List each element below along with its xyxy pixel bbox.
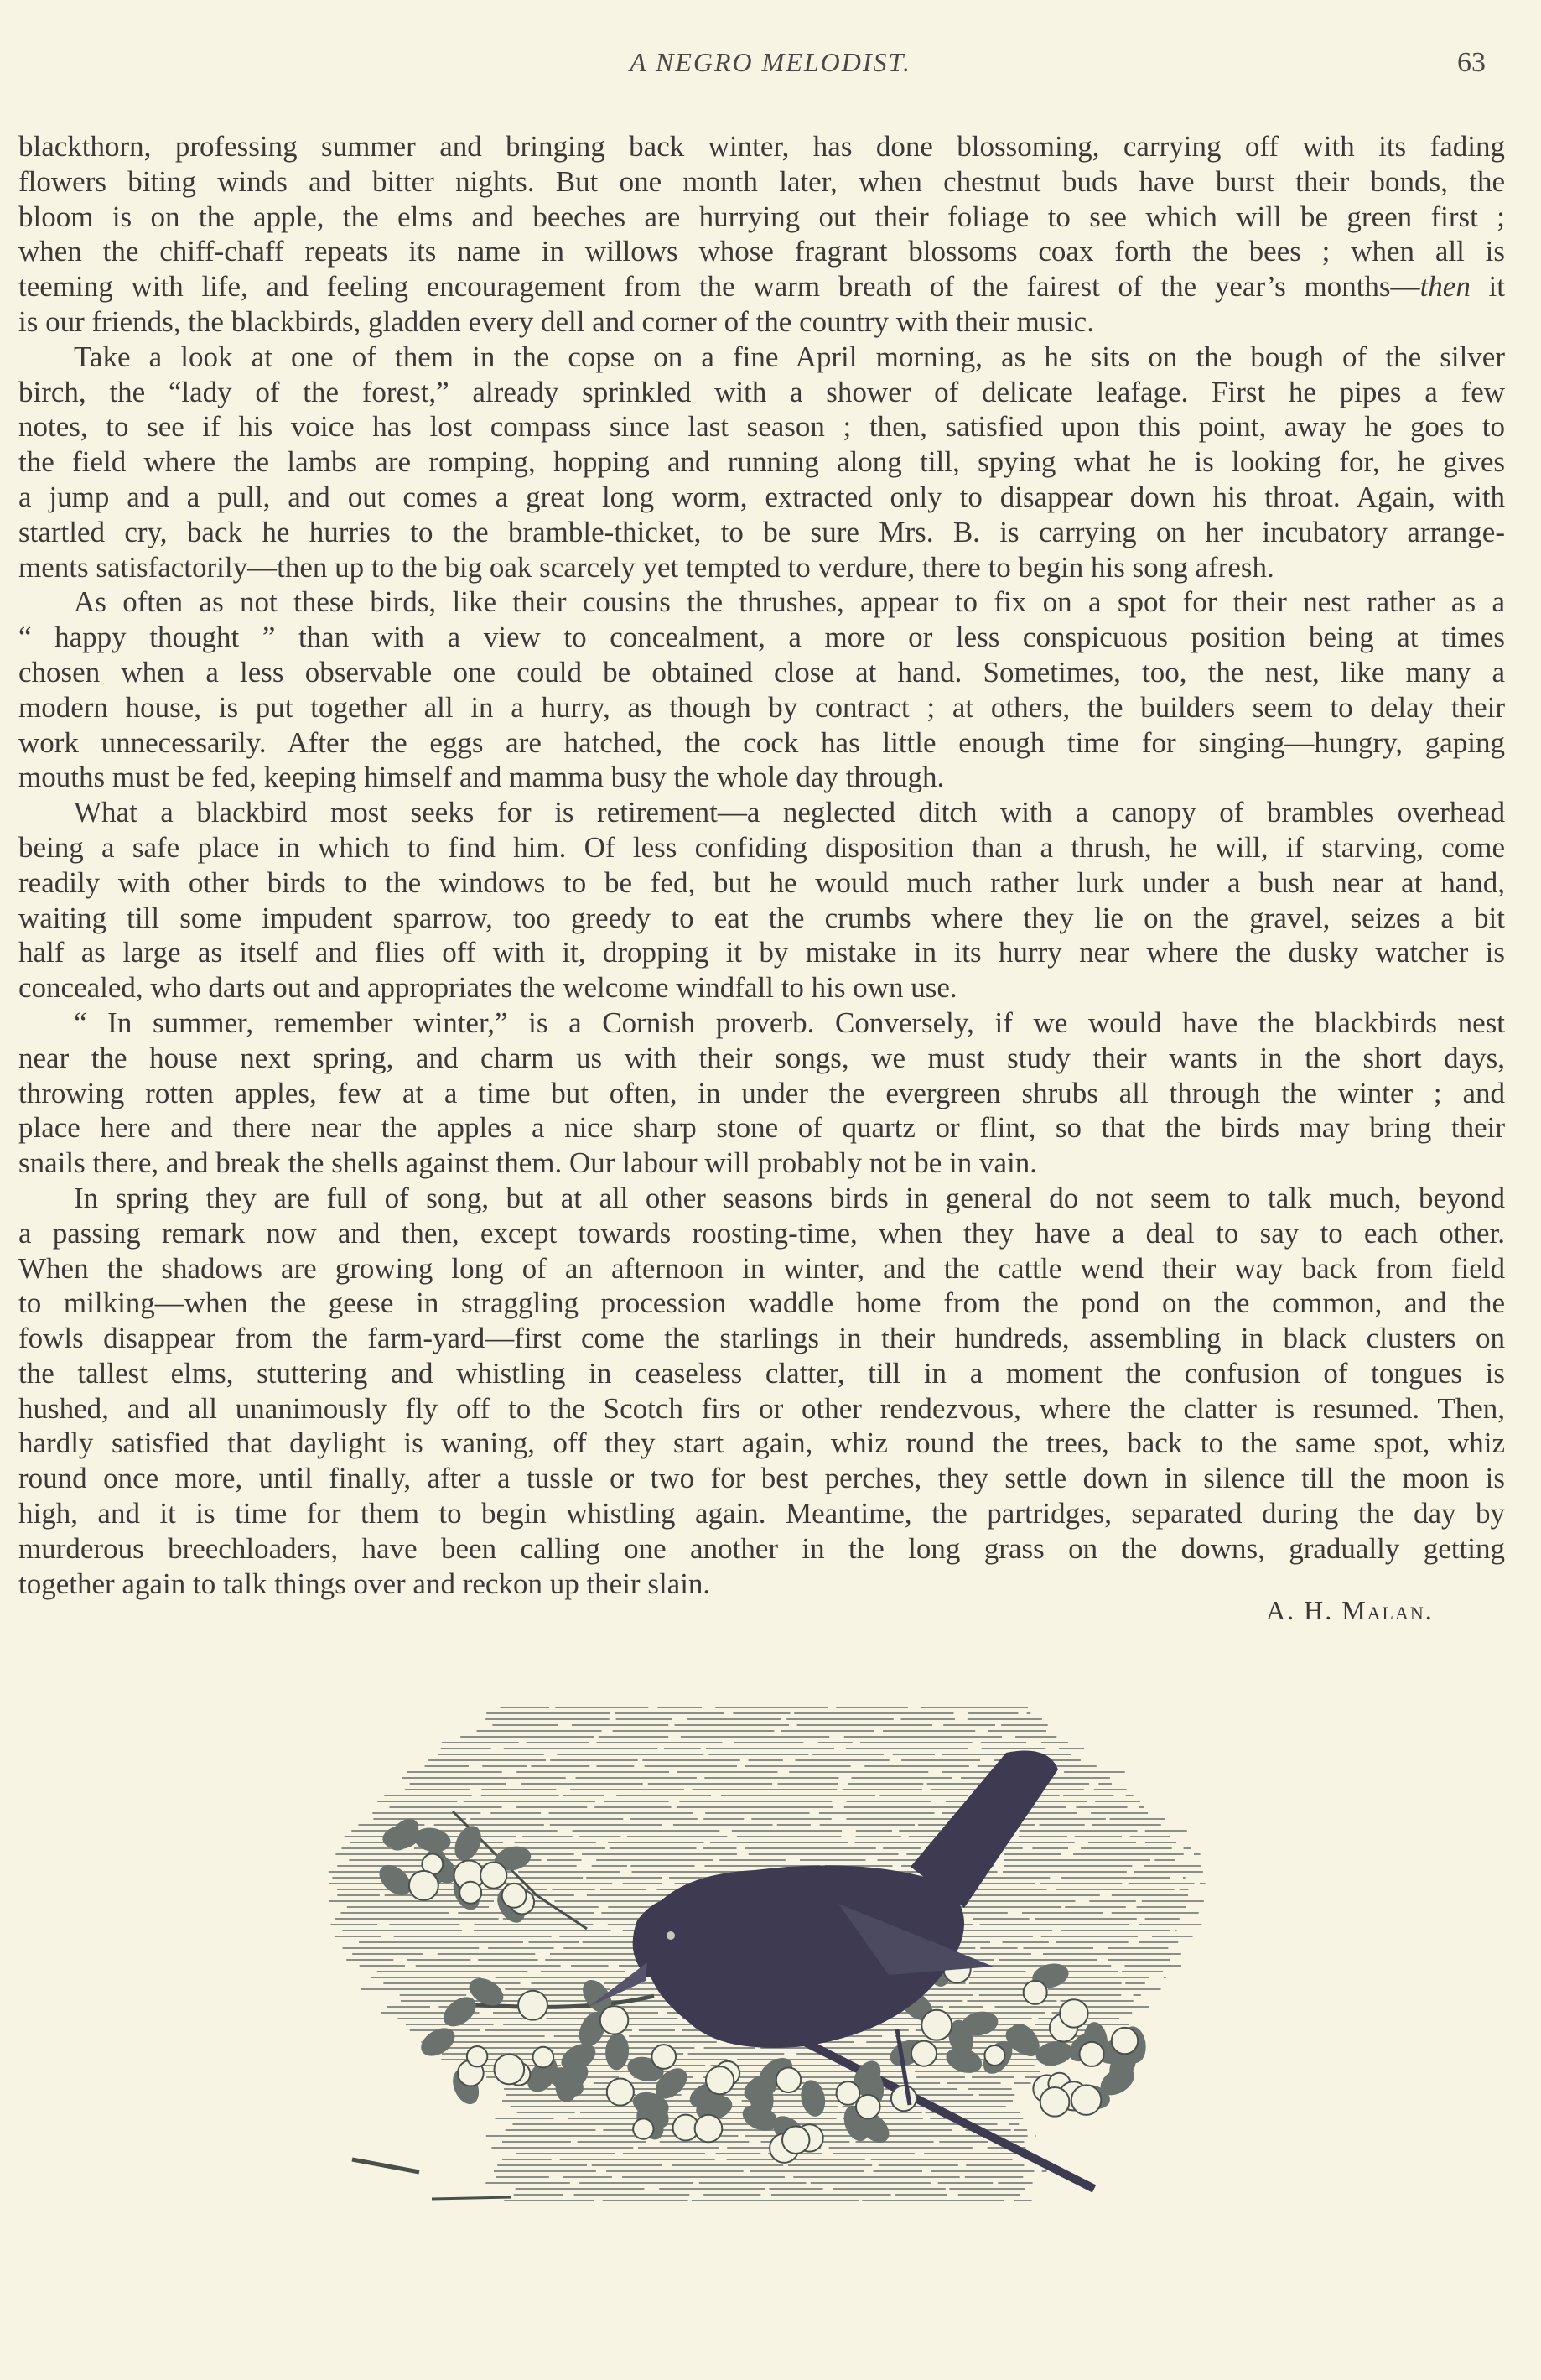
blossom bbox=[607, 2079, 634, 2106]
text-line: startled cry, back he hurries to the bramble-thicket, to be sure Mrs. B. is carrying on her incubatory arrange- bbox=[18, 515, 1505, 548]
blossom bbox=[1071, 2085, 1102, 2115]
blossom bbox=[494, 2055, 524, 2085]
author-initials: A. H. bbox=[1266, 1595, 1334, 1625]
text-line: fowls disappear from the farm-yard—first come the starlings in their hundreds, assembling in black clusters on bbox=[18, 1322, 1505, 1355]
blossom bbox=[633, 2118, 653, 2138]
text-line bbox=[18, 269, 1505, 304]
blossom bbox=[1024, 1981, 1047, 2004]
blossom bbox=[518, 1991, 547, 2020]
blossom bbox=[856, 2095, 880, 2119]
italic-emphasis: then bbox=[1419, 270, 1471, 304]
blossom bbox=[695, 2115, 723, 2143]
blossom bbox=[480, 1862, 506, 1888]
blossom bbox=[467, 2046, 487, 2066]
blossom bbox=[651, 2045, 676, 2069]
blossom bbox=[409, 1871, 438, 1900]
text-segment: teeming with life, and feeling encouragement from the warm breath of the fairest of the year’s months— bbox=[18, 270, 1420, 304]
text-line: As often as not these birds, like their cousins the thrushes, appear to fix on a spot for their nest rather as a bbox=[74, 585, 1505, 619]
text-line: readily with other birds to the windows to be fed, but he would much rather lurk under a bush near at hand, bbox=[18, 865, 1505, 899]
text-line: a passing remark now and then, except towards roosting-time, when they have a deal to say to each other. bbox=[18, 1216, 1505, 1250]
blossom bbox=[1080, 2042, 1104, 2066]
text-line: notes, to see if his voice has lost compass since last season ; then, satisfied upon this point, away he goes to bbox=[18, 410, 1505, 444]
text-line: bloom is on the apple, the elms and beeches are hurrying out their foliage to see which will be green first ; bbox=[18, 200, 1505, 233]
text-line: together again to talk things over and reckon up their slain. bbox=[18, 1567, 711, 1600]
text-line: ments satisfactorily—then up to the big oak scarcely yet tempted to verdure, there to begin his song afresh. bbox=[18, 550, 1274, 584]
blossom bbox=[1112, 2028, 1138, 2054]
text-line: modern house, is put together all in a hurry, as though by contract ; at others, the builders seem to delay their bbox=[18, 690, 1505, 724]
text-line: half as large as itself and flies off with it, dropping it by mistake in its hurry near where the dusky watcher is bbox=[18, 936, 1505, 969]
text-line: Take a look at one of them in the copse on a fine April morning, as he sits on the bough of the silver bbox=[74, 340, 1505, 373]
text-line: high, and it is time for them to begin whistling again. Meantime, the partridges, separated during the day by bbox=[18, 1497, 1505, 1530]
text-line: What a blackbird most seeks for is retirement—a neglected ditch with a canopy of brambles overhead bbox=[74, 796, 1505, 829]
text-line: round once more, until finally, after a tussle or two for best perches, they settle down in silence till the moon is bbox=[18, 1462, 1505, 1495]
text-line: waiting till some impudent sparrow, too greedy to eat the crumbs where they lie on the gravel, seizes a bit bbox=[18, 901, 1505, 934]
leaf bbox=[1034, 2039, 1075, 2069]
leaf bbox=[449, 1821, 486, 1865]
text-line: flowers biting winds and bitter nights. But one month later, when chestnut buds have burst their bonds, the bbox=[18, 164, 1505, 198]
text-line: to milking—when the geese in straggling procession waddle home from the pond on the common, and the bbox=[18, 1286, 1505, 1320]
leaf bbox=[416, 2023, 459, 2062]
running-head-title: A NEGRO MELODIST. bbox=[630, 47, 911, 77]
text-line: concealed, who darts out and appropriates the welcome windfall to his own use. bbox=[18, 971, 957, 1005]
page-number: 63 bbox=[1457, 47, 1486, 78]
author-signature bbox=[1266, 1595, 1434, 1626]
text-segment: it bbox=[1470, 270, 1505, 304]
blossom bbox=[533, 2047, 554, 2068]
blossom bbox=[921, 2010, 952, 2040]
author-surname: Malan. bbox=[1341, 1595, 1434, 1625]
text-line: being a safe place in which to find him. Of less confiding disposition than a thrush, he will, if starving, come bbox=[18, 830, 1505, 864]
text-line: is our friends, the blackbirds, gladden every dell and corner of the country with their music. bbox=[18, 304, 1094, 338]
text-line: a jump and a pull, and out comes a great long worm, extracted only to disappear down his throat. Again, with bbox=[18, 480, 1505, 513]
blossom bbox=[776, 2068, 801, 2092]
blossom bbox=[891, 2086, 916, 2111]
blossom bbox=[502, 1884, 527, 1908]
blossom bbox=[782, 2127, 809, 2154]
blossom bbox=[837, 2081, 860, 2105]
text-line: near the house next spring, and charm us with their songs, we must study their wants in the short days, bbox=[18, 1041, 1505, 1074]
text-line: hardly satisfied that daylight is waning, off they start again, whiz round the trees, back to the same spot, whiz bbox=[18, 1426, 1505, 1460]
text-line: throwing rotten apples, few at a time but often, in under the evergreen shrubs all through the winter ; and bbox=[18, 1076, 1505, 1109]
blossom bbox=[459, 1882, 481, 1904]
text-line: “ In summer, remember winter,” is a Cornish proverb. Conversely, if we would have the blackbirds nest bbox=[74, 1006, 1505, 1039]
text-line: the tallest elms, stuttering and whistling in ceaseless clatter, till in a moment the confusion of tongues is bbox=[18, 1356, 1505, 1390]
text-line: When the shadows are growing long of an afternoon in winter, and the cattle wend their way back from field bbox=[18, 1251, 1505, 1285]
text-line: when the chiff-chaff repeats its name in willows whose fragrant blossoms coax forth the bees ; when all is bbox=[18, 235, 1505, 268]
blossom bbox=[600, 2006, 629, 2034]
blossom bbox=[984, 2045, 1004, 2066]
blossom bbox=[706, 2066, 734, 2094]
text-line: mouths must be fed, keeping himself and mamma busy the whole day through. bbox=[18, 761, 945, 794]
text-line: In spring they are full of song, but at all other seasons birds in general do not seem to talk much, beyond bbox=[74, 1181, 1505, 1214]
text-line: murderous breechloaders, have been calling one another in the long grass on the downs, gradually getting bbox=[18, 1531, 1505, 1565]
text-line: snails there, and break the shells against them. Our labour will probably not be in vain. bbox=[18, 1146, 1037, 1180]
article-body bbox=[18, 129, 1505, 1601]
text-line: hushed, and all unanimously fly off to the Scotch firs or other rendezvous, where the clatter is resumed. Then, bbox=[18, 1391, 1505, 1425]
blackbird-engraving bbox=[0, 1660, 1541, 2264]
blossom bbox=[1040, 2087, 1070, 2117]
text-line: “ happy thought ” than with a view to concealment, a more or less conspicuous position being at times bbox=[18, 621, 1505, 654]
blossom bbox=[1060, 1999, 1087, 2027]
text-line: chosen when a less observable one could be obtained close at hand. Sometimes, too, the nest, like many a bbox=[18, 655, 1505, 689]
text-line: the field where the lambs are romping, hopping and running along till, spying what he is looking for, he gives bbox=[18, 445, 1505, 479]
text-line: blackthorn, professing summer and bringing back winter, has done blossoming, carrying off with its fading bbox=[18, 130, 1505, 163]
text-line: birch, the “lady of the forest,” already sprinkled with a shower of delicate leafage. First he pipes a few bbox=[18, 375, 1505, 408]
text-line: work unnecessarily. After the eggs are hatched, the cock has little enough time for singing—hungry, gaping bbox=[18, 725, 1505, 759]
blossom bbox=[911, 2041, 937, 2066]
text-line: place here and there near the apples a nice sharp stone of quartz or flint, so that the birds may bring their bbox=[18, 1111, 1505, 1145]
